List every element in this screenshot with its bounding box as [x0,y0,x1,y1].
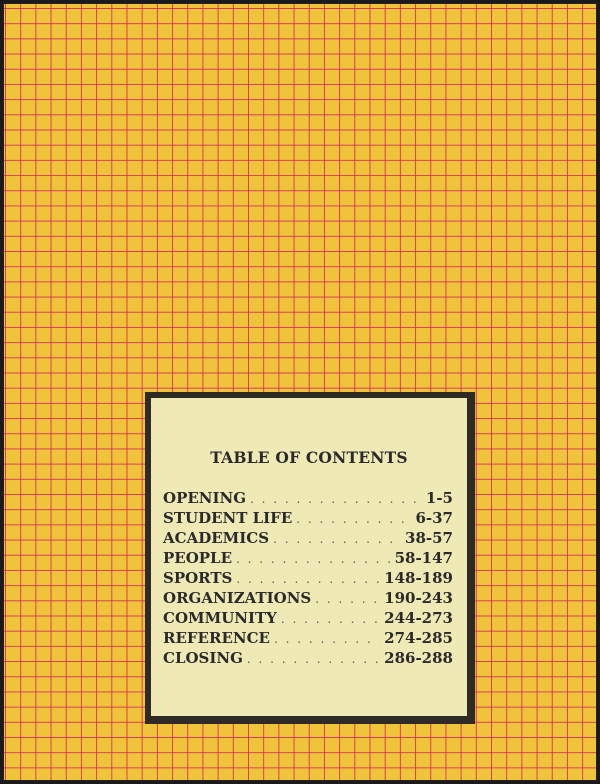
toc-entry-people [163,549,453,569]
toc-entry-pages: 148-189 [384,569,453,587]
dot-leader [281,612,380,626]
toc-entry-pages: 274-285 [384,629,453,647]
toc-entry-label: CLOSING [163,649,243,667]
toc-entry-pages: 6-37 [415,509,453,527]
toc-entry-label: ORGANIZATIONS [163,589,312,607]
toc-entry-pages: 58-147 [394,549,453,567]
toc-entry-student-life [163,509,453,529]
toc-entry-pages: 38-57 [405,529,453,547]
dot-leader [296,512,411,526]
toc-entry-label: ACADEMICS [163,529,270,547]
toc-entry-label: COMMUNITY [163,609,277,627]
toc-entry-reference [163,629,453,649]
dot-leader [274,632,380,646]
toc-entry-label: REFERENCE [163,629,270,647]
toc-entry-label: SPORTS [163,569,233,587]
dot-leader [250,492,422,506]
toc-entry-opening [163,489,453,509]
toc-entry-pages: 1-5 [425,489,453,507]
toc-entry-academics [163,529,453,549]
toc-entry-closing [163,649,453,669]
toc-entry-label: OPENING [163,489,247,507]
dot-leader [273,532,401,546]
graph-paper-page [3,3,597,781]
toc-entry-pages: 244-273 [384,609,453,627]
toc-entry-organizations [163,589,453,609]
toc-entry-sports [163,569,453,589]
dot-leader [236,552,391,566]
dot-leader [315,592,380,606]
toc-entry-label: PEOPLE [163,549,233,567]
toc-list [163,489,453,669]
dot-leader [247,652,380,666]
toc-entry-community [163,609,453,629]
toc-title: TABLE OF CONTENTS [210,448,408,467]
toc-panel [151,398,467,716]
dot-leader [236,572,380,586]
toc-entry-label: STUDENT LIFE [163,509,293,527]
toc-entry-pages: 190-243 [384,589,453,607]
toc-entry-pages: 286-288 [384,649,453,667]
